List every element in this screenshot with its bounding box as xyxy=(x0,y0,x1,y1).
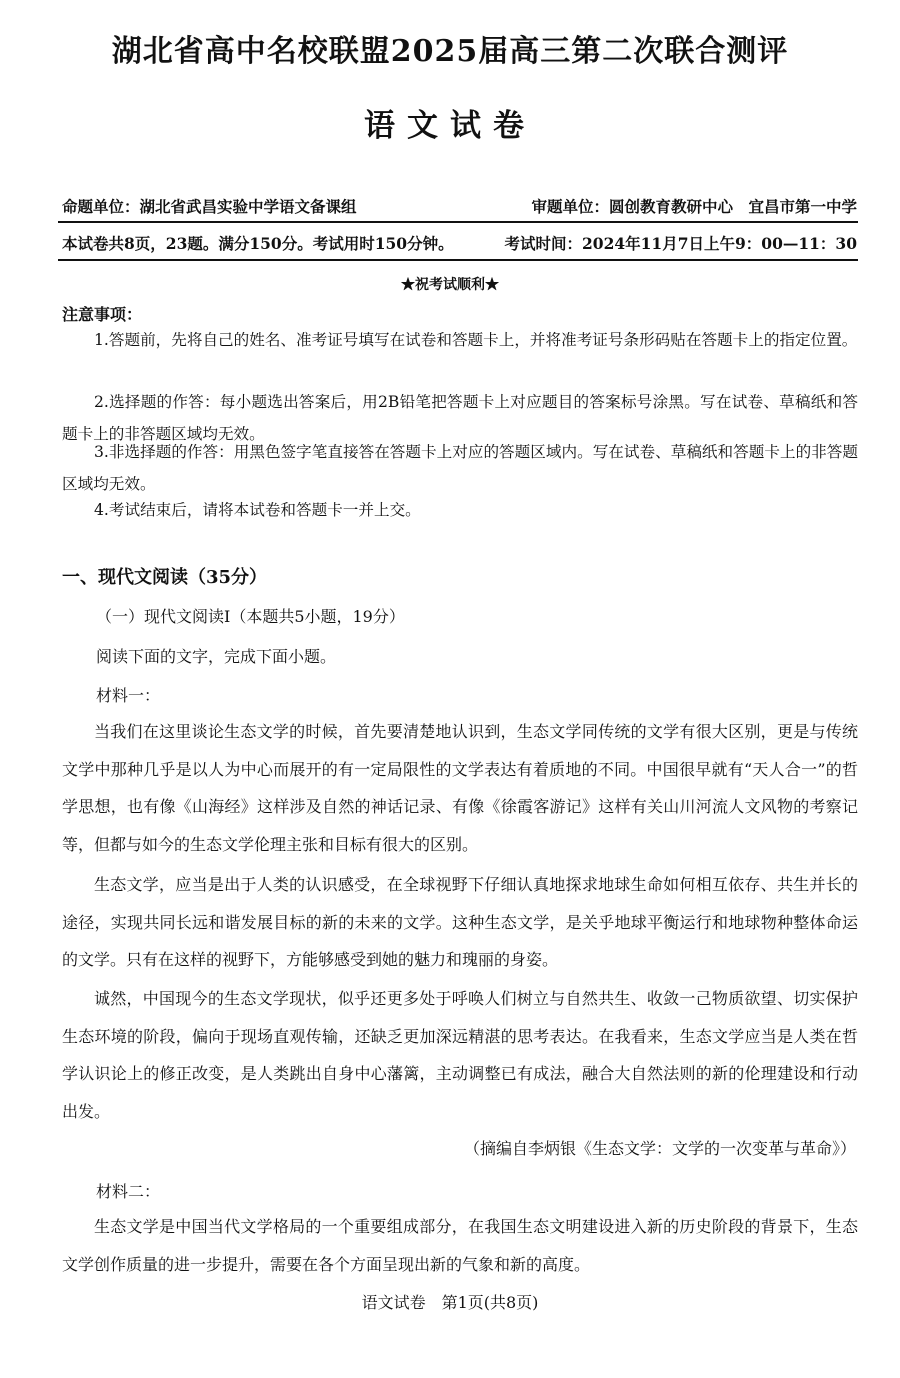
note-item: 4.考试结束后，请将本试卷和答题卡一并上交。 xyxy=(94,501,421,519)
proposer-unit: 命题单位：湖北省武昌实验中学语文备课组 xyxy=(62,197,357,216)
exam-subject: 语文试卷 xyxy=(364,108,536,144)
reviewer-unit: 审题单位：圆创教育教研中心 宜昌市第一中学 xyxy=(531,197,857,216)
material-paragraph: 当我们在这里谈论生态文学的时候，首先要清楚地认识到，生态文学同传统的文学有很大区别，更是与传统文学中那种几乎是以人为中心而展开的有一定局限性的文学表达有着质地的不同。中国很早就有“天人合一”的哲学思想，也有像《山海经》这样涉及自然的神话记录、有像《徐霞客游记》这样有关山川河流人文风物的考察记等，但都与如今的生态文学伦理主张和目标有很大的区别。 xyxy=(62,722,858,854)
exam-time: 考试时间：2024年11月7日上午9：00—11：30 xyxy=(504,234,857,253)
material-label: 材料二： xyxy=(96,1182,161,1201)
material-paragraph: 生态文学，应当是出于人类的认识感受，在全球视野下仔细认真地探求地球生命如何相互依存、共生并长的途径，实现共同长远和谐发展目标的新的未来的文学。这种生态文学，是关乎地球平衡运行和地球物种整体命运的文学。只有在这样的视野下，方能够感受到她的魅力和瑰丽的身姿。 xyxy=(62,875,858,969)
paper-info: 本试卷共8页，23题。满分150分。考试用时150分钟。 xyxy=(62,234,454,253)
page-footer: 语文试卷 第1页(共8页) xyxy=(361,1293,539,1312)
divider-line xyxy=(58,259,858,261)
note-item: 2.选择题的作答：每小题选出答案后，用2B铅笔把答题卡上对应题目的答案标号涂黑。写在试卷、草稿纸和答题卡上的非答题区域均无效。 xyxy=(62,393,858,443)
material-paragraph: 诚然，中国现今的生态文学现状，似乎还更多处于呼唤人们树立与自然共生、收敛一己物质欲望、切实保护生态环境的阶段，偏向于现场直观传输，还缺乏更加深远精湛的思考表达。在我看来，生态文学应当是人类在哲学认识论上的修正改变，是人类跳出自身中心藩篱，主动调整已有成法，融合大自然法则的新的伦理建设和行动出发。 xyxy=(62,989,858,1121)
meta-row-units xyxy=(62,195,857,217)
reading-instruction: 阅读下面的文字，完成下面小题。 xyxy=(96,647,337,666)
material-paragraph: 生态文学是中国当代文学格局的一个重要组成部分，在我国生态文明建设进入新的历史阶段的背景下，生态文学创作质量的进一步提升，需要在各个方面呈现出新的气象和新的高度。 xyxy=(62,1217,858,1274)
exam-title: 湖北省高中名校联盟2025届高三第二次联合测评 xyxy=(111,34,789,69)
notes-heading: 注意事项： xyxy=(62,305,143,324)
section-title: 一、现代文阅读（35分） xyxy=(62,567,268,588)
meta-row-info xyxy=(62,232,857,254)
subsection-title: （一）现代文阅读Ⅰ（本题共5小题，19分） xyxy=(96,607,405,626)
blessing-text: ★祝考试顺利★ xyxy=(401,277,499,293)
note-item: 1.答题前，先将自己的姓名、准考证号填写在试卷和答题卡上，并将准考证号条形码贴在答题卡上的指定位置。 xyxy=(94,331,858,349)
divider-line xyxy=(58,221,858,223)
material-source: （摘编自李炳银《生态文学：文学的一次变革与革命》） xyxy=(463,1139,856,1158)
note-item: 3.非选择题的作答：用黑色签字笔直接答在答题卡上对应的答题区域内。写在试卷、草稿纸和答题卡上的非答题区域均无效。 xyxy=(62,443,858,493)
material-label: 材料一： xyxy=(96,686,161,705)
